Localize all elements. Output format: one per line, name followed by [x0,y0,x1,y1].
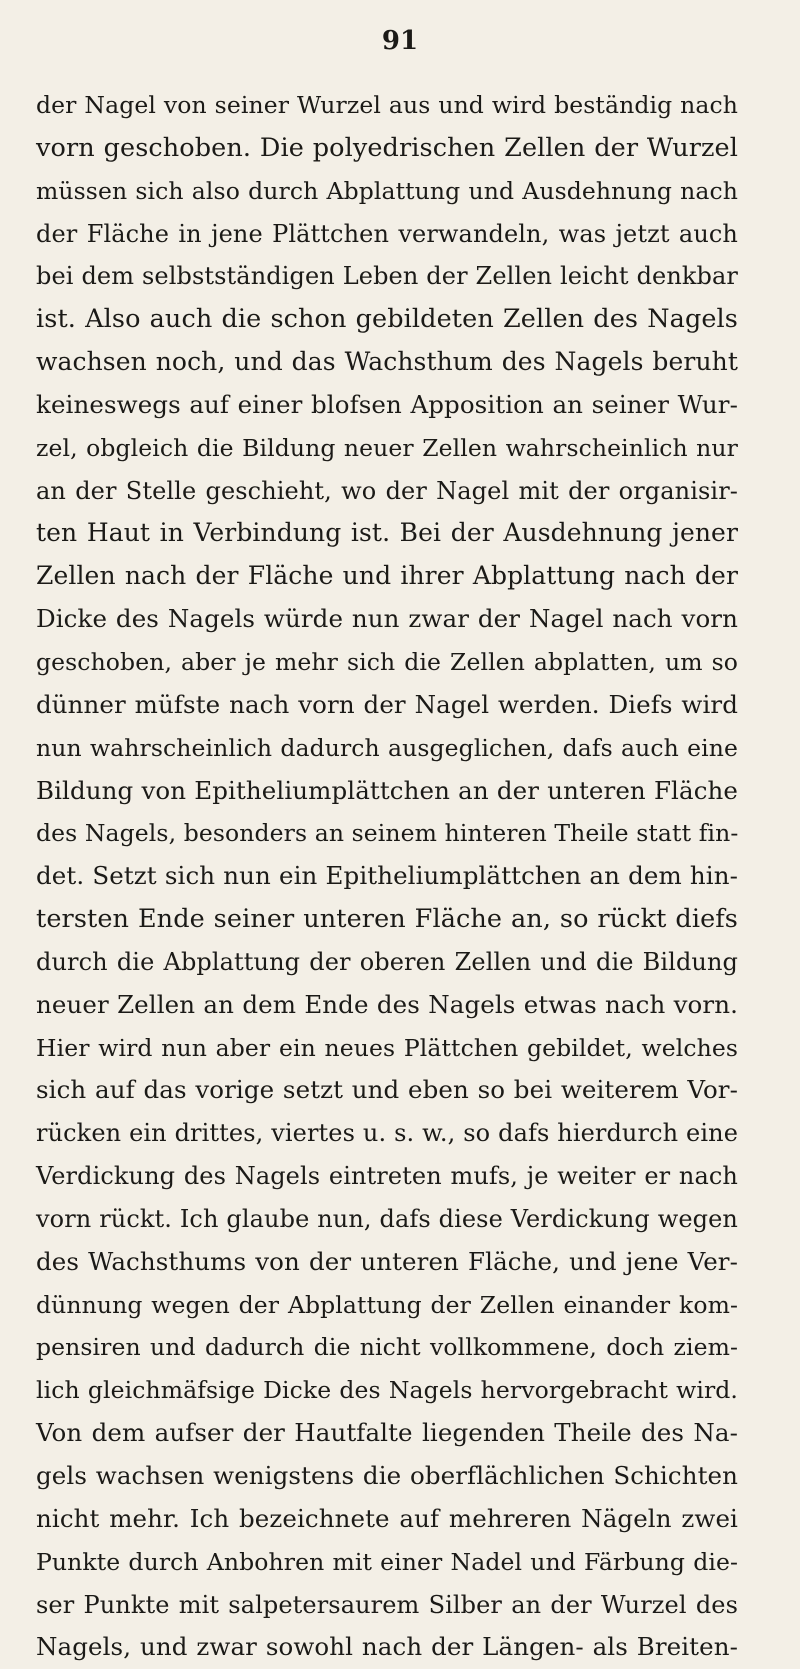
text-line: wachsen noch, und das Wachsthum des Nagels beruht [36,347,738,377]
text-line: dünnung wegen der Abplattung der Zellen einander kom- [36,1290,738,1319]
body-text [36,84,738,1669]
text-line: ist. Also auch die schon gebildeten Zellen des Nagels [36,304,738,335]
text-line: neuer Zellen an dem Ende des Nagels etwas nach vorn. [36,989,738,1019]
text-line: Zellen nach der Fläche und ihrer Abplattung nach der [36,561,738,591]
text-line: Punkte durch Anbohren mit einer Nadel und Färbung die- [36,1547,738,1576]
text-line: det. Setzt sich nun ein Epitheliumplättchen an dem hin- [36,861,738,891]
text-line: bei dem selbstständigen Leben der Zellen leicht denkbar [36,262,738,291]
text-line: an der Stelle geschieht, wo der Nagel mit der organisir- [36,476,738,505]
text-line: des Wachsthums von der unteren Fläche, und jene Ver- [36,1246,738,1276]
text-line: keineswegs auf einer blofsen Apposition an seiner Wur- [36,389,738,419]
text-line: ser Punkte mit salpetersaurem Silber an der Wurzel des [36,1590,738,1619]
text-line: der Nagel von seiner Wurzel aus und wird beständig nach [36,91,738,119]
text-line: rücken ein drittes, viertes u. s. w., so dafs hierdurch eine [36,1119,738,1148]
text-line: lich gleichmäfsige Dicke des Nagels hervorgebracht wird. [36,1376,738,1405]
text-line: nun wahrscheinlich dadurch ausgeglichen, dafs auch eine [36,733,738,762]
text-line: des Nagels, besonders an seinem hinteren Theile statt fin- [36,819,739,848]
text-line: sich auf das vorige setzt und eben so bei weiterem Vor- [36,1075,738,1105]
text-line: Dicke des Nagels würde nun zwar der Nagel nach vorn [36,604,738,634]
page-number: 91 [381,26,419,56]
text-line: Verdickung des Nagels eintreten mufs, je weiter er nach [36,1162,738,1191]
text-line: geschoben, aber je mehr sich die Zellen abplatten, um so [36,647,738,676]
text-line: vorn geschoben. Die polyedrischen Zellen der Wurzel [36,132,738,163]
text-line: ten Haut in Verbindung ist. Bei der Ausdehnung jener [36,518,738,548]
text-line: müssen sich also durch Abplattung und Ausdehnung nach [36,176,738,205]
text-line: Nagels, und zwar sowohl nach der Längen- als Breiten- [36,1632,738,1662]
text-line: pensiren und dadurch die nicht vollkommene, doch ziem- [36,1333,738,1362]
text-line: der Fläche in jene Plättchen verwandeln, was jetzt auch [36,219,738,248]
text-line: tersten Ende seiner unteren Fläche an, so rückt diefs [36,904,738,935]
text-line: Bildung von Epitheliumplättchen an der unteren Fläche [36,775,738,805]
text-line: Hier wird nun aber ein neues Plättchen gebildet, welches [36,1033,738,1062]
text-line: gels wachsen wenigstens die oberflächlichen Schichten [36,1461,738,1490]
text-line: durch die Abplattung der oberen Zellen und die Bildung [36,947,738,976]
text-line: zel, obgleich die Bildung neuer Zellen wahrscheinlich nur [36,433,738,462]
text-line: Von dem aufser der Hautfalte liegenden Theile des Na- [36,1418,738,1448]
text-line: nicht mehr. Ich bezeichnete auf mehreren Nägeln zwei [36,1503,738,1533]
text-line: dünner müfste nach vorn der Nagel werden. Diefs wird [36,689,738,719]
text-line: vorn rückt. Ich glaube nun, dafs diese Verdickung wegen [36,1204,738,1233]
